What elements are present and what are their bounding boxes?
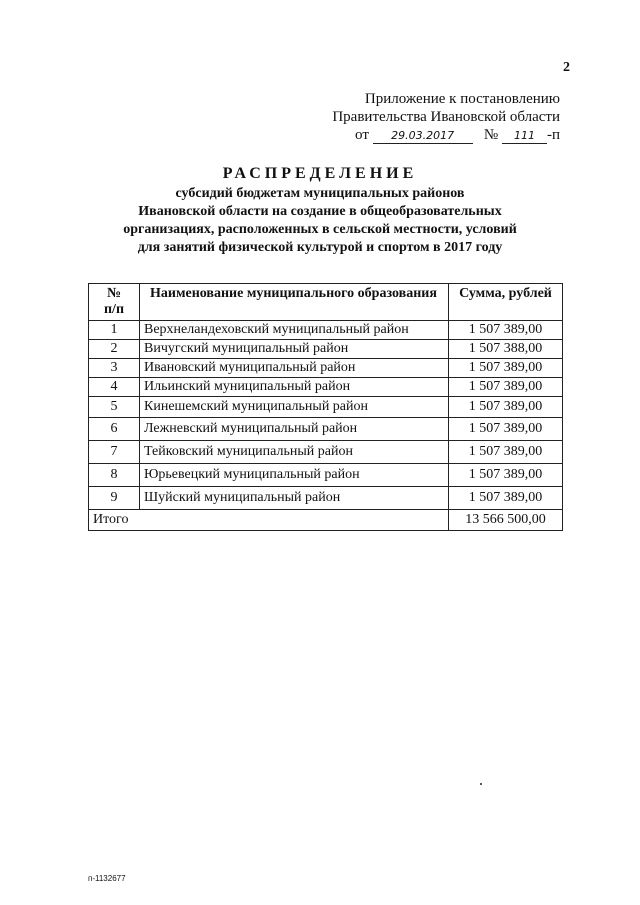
appendix-line-2: Правительства Ивановской области: [332, 109, 560, 125]
row-name: Ильинский муниципальный район: [140, 378, 449, 397]
total-sum: 13 566 500,00: [449, 510, 563, 531]
row-name: Юрьевецкий муниципальный район: [140, 464, 449, 487]
row-name: Тейковский муниципальный район: [140, 441, 449, 464]
row-name: Верхнеландеховский муниципальный район: [140, 321, 449, 340]
page-number: 2: [563, 60, 570, 75]
row-name: Кинешемский муниципальный район: [140, 397, 449, 418]
handwritten-number: 111: [502, 129, 547, 144]
table-row: [89, 441, 563, 464]
row-sum: 1 507 389,00: [449, 359, 563, 378]
number-label: №: [483, 127, 499, 143]
header-number-line1: №: [106, 286, 122, 301]
row-name: Шуйский муниципальный район: [140, 487, 449, 510]
subtitle-line: организациях, расположенных в сельской местности, условий: [123, 222, 517, 237]
table-row: [89, 321, 563, 340]
row-number: 3: [89, 359, 140, 378]
row-name: Лежневский муниципальный район: [140, 418, 449, 441]
footer-code: п-1132677: [88, 874, 126, 883]
total-label: Итого: [89, 510, 449, 531]
row-sum: 1 507 388,00: [449, 340, 563, 359]
row-sum: 1 507 389,00: [449, 418, 563, 441]
row-sum: 1 507 389,00: [449, 441, 563, 464]
row-number: 6: [89, 418, 140, 441]
table-row: [89, 378, 563, 397]
row-name: Вичугский муниципальный район: [140, 340, 449, 359]
row-number: 7: [89, 441, 140, 464]
document-title: РАСПРЕДЕЛЕНИЕ: [222, 165, 418, 182]
from-label: от: [355, 127, 369, 143]
table-row: [89, 359, 563, 378]
row-name: Ивановский муниципальный район: [140, 359, 449, 378]
header-sum: Сумма, рублей: [449, 284, 563, 321]
handwritten-date: 29.03.2017: [373, 129, 473, 144]
table-row: [89, 397, 563, 418]
subtitle-line: для занятий физической культурой и спортом в 2017 году: [137, 240, 503, 255]
header-name: Наименование муниципального образования: [140, 284, 449, 321]
distribution-table: [88, 283, 563, 531]
row-number: 9: [89, 487, 140, 510]
row-sum: 1 507 389,00: [449, 464, 563, 487]
row-sum: 1 507 389,00: [449, 321, 563, 340]
scan-speck: [480, 783, 482, 785]
header-number-line2: п/п: [103, 302, 125, 317]
appendix-block: [300, 90, 560, 144]
subtitle-line: Ивановской области на создание в общеобразовательных: [138, 204, 502, 219]
table-header-row: [89, 284, 563, 321]
appendix-line-1: Приложение к постановлению: [364, 91, 560, 107]
table-row: [89, 418, 563, 441]
row-number: 2: [89, 340, 140, 359]
row-sum: 1 507 389,00: [449, 487, 563, 510]
table-row: [89, 340, 563, 359]
row-number: 1: [89, 321, 140, 340]
table-row: [89, 464, 563, 487]
number-suffix: -п: [546, 127, 560, 143]
table-row: [89, 487, 563, 510]
row-number: 5: [89, 397, 140, 418]
header-number: [89, 284, 140, 321]
subtitle-line: субсидий бюджетам муниципальных районов: [175, 186, 465, 201]
row-sum: 1 507 389,00: [449, 378, 563, 397]
document-subtitle: [60, 185, 580, 257]
table-total-row: [89, 510, 563, 531]
row-number: 8: [89, 464, 140, 487]
appendix-line-3: [300, 126, 560, 144]
row-sum: 1 507 389,00: [449, 397, 563, 418]
row-number: 4: [89, 378, 140, 397]
